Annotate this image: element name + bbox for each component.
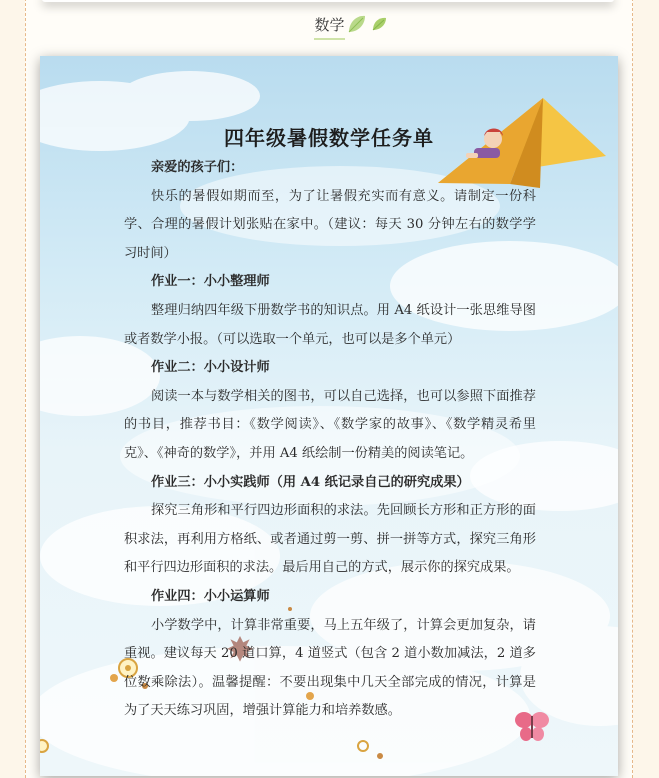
previous-card-edge bbox=[42, 0, 614, 2]
section-title: 数学 bbox=[314, 14, 344, 40]
document-body bbox=[124, 154, 536, 726]
task-3-body: 探究三角形和平行四边形面积的求法。先回顾长方形和正方形的面积求法，再利用方格纸、或者通过剪一剪、拼一拼等方式，探究三角形和平行四边形面积的求法。最后用自己的方式，展示你的探究成果。 bbox=[124, 503, 536, 576]
task-4-heading: 作业四：小小运算师 bbox=[151, 588, 270, 604]
task-4-body: 小学数学中，计算非常重要，马上五年级了，计算会更加复杂，请重视。建议每天 20 道口算，4 道竖式（包含 2 道小数加减法，2 道多位数乘除法）。温馨提醒：不要出现集中几天全部完成的情况，计算是为了天天练习巩固，增强计算能力和培养数感。 bbox=[124, 617, 536, 719]
intro-paragraph: 快乐的暑假如期而至，为了让暑假充实而有意义。请制定一份科学、合理的暑假计划张贴在家中。（建议：每天 30 分钟左右的数学学习时间） bbox=[124, 188, 536, 261]
task-3-heading: 作业三：小小实践师（用 A4 纸记录自己的研究成果） bbox=[151, 474, 470, 490]
task-1-body: 整理归纳四年级下册数学书的知识点。用 A4 纸设计一张思维导图或者数学小报。（可以选取一个单元，也可以是多个单元） bbox=[124, 302, 536, 347]
task-2-heading: 作业二：小小设计师 bbox=[151, 360, 270, 376]
greeting: 亲爱的孩子们： bbox=[151, 160, 244, 175]
leaf-icon bbox=[345, 12, 395, 36]
task-2-body: 阅读一本与数学相关的图书，可以自己选择，也可以参照下面推荐的书目，推荐书目：《数学阅读》、《数学家的故事》、《数学精灵希里克》、《神奇的数学》，并用 A4 纸绘制一份精美的阅读笔记。 bbox=[124, 388, 536, 461]
section-header bbox=[0, 14, 659, 40]
task-1-heading: 作业一：小小整理师 bbox=[151, 274, 270, 290]
task-sheet-card bbox=[40, 56, 618, 776]
document-title: 四年级暑假数学任务单 bbox=[224, 126, 434, 150]
